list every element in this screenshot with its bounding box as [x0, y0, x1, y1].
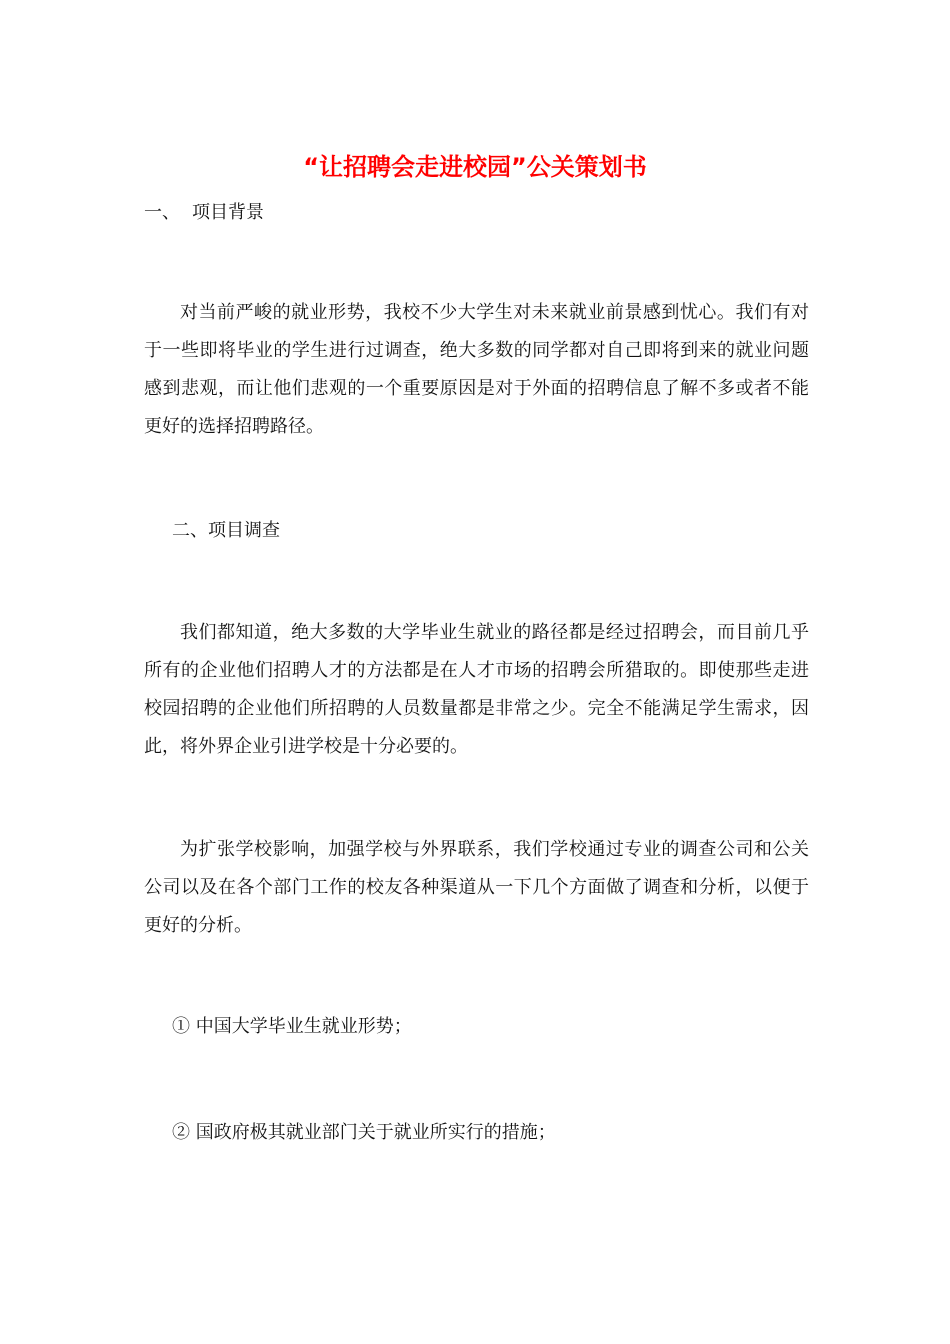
paragraph-survey-2: 为扩张学校影响，加强学校与外界联系，我们学校通过专业的调查公司和公关公司以及在各个部门工作的校友各种渠道从一下几个方面做了调查和分析，以便于更好的分析。: [144, 839, 809, 936]
section-heading-survey: 二、项目调查: [172, 520, 280, 541]
paragraph-survey-1: 我们都知道，绝大多数的大学毕业生就业的路径都是经过招聘会，而目前几乎所有的企业他们招聘人才的方法都是在人才市场的招聘会所猎取的。即使那些走进校园招聘的企业他们所招聘的人员数量都是非常之少。完全不能满足学生需求，因此，将外界企业引进学校是十分必要的。: [144, 622, 809, 757]
list-item: ② 国政府极其就业部门关于就业所实行的措施；: [172, 1122, 556, 1143]
list-item: ① 中国大学毕业生就业形势；: [172, 1016, 412, 1037]
paragraph-background: 对当前严峻的就业形势，我校不少大学生对未来就业前景感到忧心。我们有对于一些即将毕业的学生进行过调查，绝大多数的同学都对自己即将到来的就业问题感到悲观，而让他们悲观的一个重要原因是对于外面的招聘信息了解不多或者不能更好的选择招聘路径。: [144, 302, 809, 437]
section-number: 一、: [144, 202, 180, 223]
page-title: “让招聘会走进校园”公关策划书: [303, 153, 647, 181]
section-heading-background: [144, 194, 809, 232]
section-heading-text: 项目背景: [192, 202, 264, 223]
